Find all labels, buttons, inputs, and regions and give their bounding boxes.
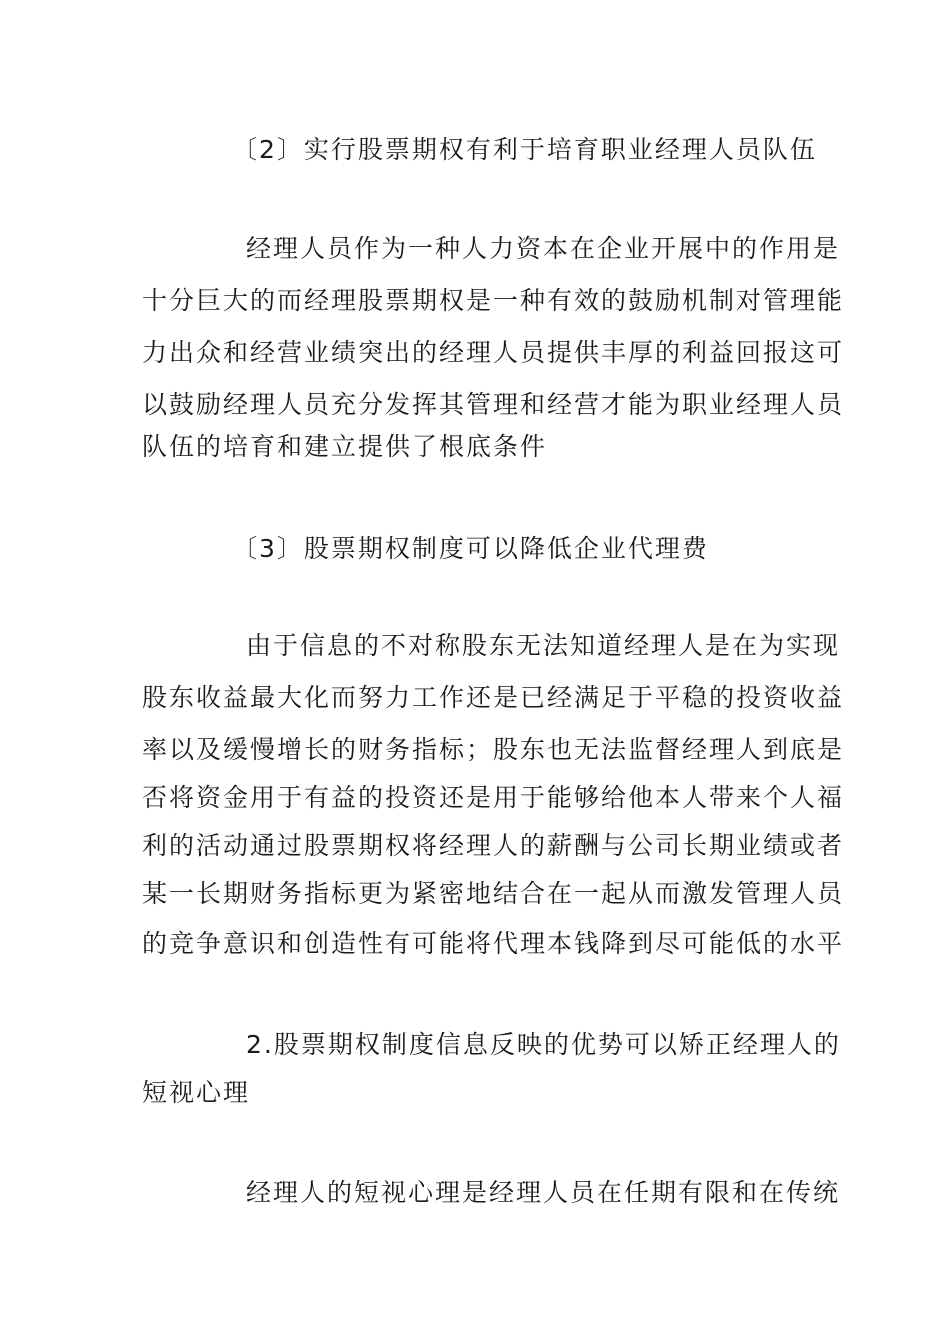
para-1-line-1: 经理人员作为一种人力资本在企业开展中的作用是 <box>246 234 841 263</box>
heading-3: 〔3〕股票期权制度可以降低企业代理费 <box>232 534 709 563</box>
para-2-line-2: 股东收益最大化而努力工作还是已经满足于平稳的投资收益 <box>142 683 845 712</box>
para-2-line-6: 某一长期财务指标更为紧密地结合在一起从而激发管理人员 <box>142 879 845 908</box>
para-1-line-3: 力出众和经营业绩突出的经理人员提供丰厚的利益回报这可 <box>142 338 845 367</box>
para-2-line-1: 由于信息的不对称股东无法知道经理人是在为实现 <box>246 631 841 660</box>
section-2-title-line-1: 2.股票期权制度信息反映的优势可以矫正经理人的 <box>246 1030 841 1059</box>
para-2-line-7: 的竞争意识和创造性有可能将代理本钱降到尽可能低的水平 <box>142 929 845 958</box>
para-1-line-4: 以鼓励经理人员充分发挥其管理和经营才能为职业经理人员 <box>142 390 845 419</box>
para-3-line-1: 经理人的短视心理是经理人员在任期有限和在传统 <box>246 1178 841 1207</box>
para-2-line-5: 利的活动通过股票期权将经理人的薪酬与公司长期业绩或者 <box>142 831 845 860</box>
para-1-line-5: 队伍的培育和建立提供了根底条件 <box>142 432 548 461</box>
section-2-title-line-2: 短视心理 <box>142 1078 251 1107</box>
para-1-line-2: 十分巨大的而经理股票期权是一种有效的鼓励机制对管理能 <box>142 286 845 315</box>
para-2-line-3: 率以及缓慢增长的财务指标；股东也无法监督经理人到底是 <box>142 735 845 764</box>
heading-2: 〔2〕实行股票期权有利于培育职业经理人员队伍 <box>232 135 817 164</box>
para-2-line-4: 否将资金用于有益的投资还是用于能够给他本人带来个人福 <box>142 783 845 812</box>
